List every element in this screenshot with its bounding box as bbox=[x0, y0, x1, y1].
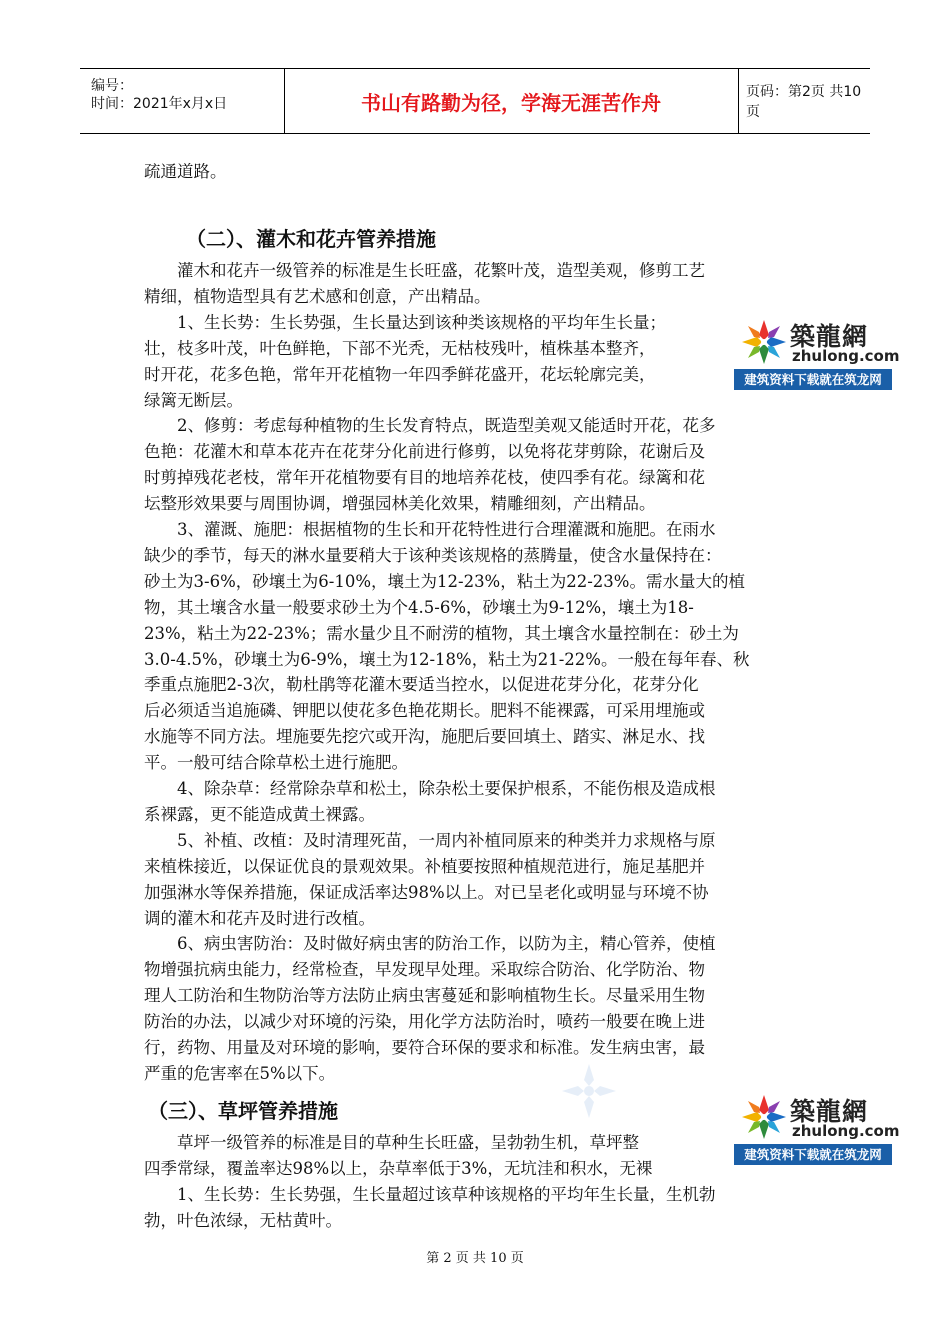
zhulong-logo-icon bbox=[740, 318, 788, 366]
text-line: 1、生长势：生长势强，生长量达到该种类该规格的平均年生长量； bbox=[144, 312, 666, 332]
text-line: 四季常绿，覆盖率达98%以上，杂草率低于3%，无坑洼和积水，无裸 bbox=[144, 1158, 653, 1178]
text-line: 草坪一级管养的标准是目的草种生长旺盛，呈勃勃生机，草坪整 bbox=[144, 1133, 639, 1152]
date-label: 时间：2021年x月x日 bbox=[91, 96, 228, 112]
text-line: 水施等不同方法。埋施要先挖穴或开沟，施肥后要回填土、踏实、淋足水、找 bbox=[144, 727, 705, 747]
header-meta bbox=[80, 69, 285, 133]
text-line: 23%，粘土为22-23%；需水量少且不耐涝的植物，其土壤含水量控制在：砂土为 bbox=[144, 623, 739, 643]
zhulong-title: 築龍網 bbox=[790, 322, 869, 351]
zhulong-watermark-bottom bbox=[734, 1089, 900, 1165]
text-line: 来植株接近，以保证优良的景观效果。补植要按照种植规范进行，施足基肥并 bbox=[144, 856, 705, 876]
text-line: 加强淋水等保养措施，保证成活率达98%以上。对已呈老化或明显与环境不协 bbox=[144, 882, 709, 902]
zhulong-tagline: 建筑资料下载就在筑龙网 bbox=[734, 369, 892, 390]
text-line: 壮，枝多叶茂，叶色鲜艳，下部不光秃，无枯枝残叶，植株基本整齐， bbox=[144, 338, 656, 358]
text-line: 行，药物、用量及对环境的影响，要符合环保的要求和标准。发生病虫害，最 bbox=[144, 1038, 705, 1057]
text-line: 色艳：花灌木和草本花卉在花芽分化前进行修剪，以免将花芽剪除，花谢后及 bbox=[144, 442, 705, 462]
text-line: 坛整形效果要与周围协调，增强园林美化效果，精雕细刻，产出精品。 bbox=[144, 494, 656, 514]
text-line: 5、补植、改植：及时清理死苗，一周内补植同原来的种类并力求规格与原 bbox=[144, 830, 716, 850]
page-footer: 第 2 页 共 10 页 bbox=[426, 1251, 524, 1266]
zhulong-tagline: 建筑资料下载就在筑龙网 bbox=[734, 1144, 892, 1165]
zhulong-logo-icon bbox=[740, 1093, 788, 1141]
zhulong-url: zhulong.com bbox=[792, 1122, 900, 1140]
text-line: 后必须适当追施磷、钾肥以使花多色艳花期长。肥料不能裸露，可采用埋施或 bbox=[144, 701, 705, 721]
text-line: 精细，植物造型具有艺术感和创意，产出精品。 bbox=[144, 286, 491, 306]
text-line: 物，其土壤含水量一般要求砂土为个4.5-6%，砂壤土为9-12%，壤土为18- bbox=[144, 597, 694, 617]
text-line: 缺少的季节，每天的淋水量要稍大于该种类该规格的蒸腾量，使含水量保持在： bbox=[144, 545, 722, 565]
zhulong-url: zhulong.com bbox=[792, 347, 900, 365]
text-line: 理人工防治和生物防治等方法防止病虫害蔓延和影响植物生长。尽量采用生物 bbox=[144, 986, 705, 1006]
text-line: 绿篱无断层。 bbox=[144, 390, 243, 410]
section3-heading: （三）、草坪管养措施 bbox=[148, 1099, 338, 1123]
header-motto: 书山有路勤为径，学海无涯苦作舟 bbox=[284, 69, 739, 133]
section2-heading: （二）、灌木和花卉管养措施 bbox=[186, 227, 436, 251]
text-line: 3.0-4.5%，砂壤土为6-9%，壤土为12-18%，粘土为21-22%。一般在每年春、秋 bbox=[144, 649, 750, 669]
text-line: 防治的办法，以减少对环境的污染，用化学方法防治时，喷药一般要在晚上进 bbox=[144, 1012, 705, 1032]
text-line: 调的灌木和花卉及时进行改植。 bbox=[144, 908, 375, 928]
text-line: 4、除杂草：经常除杂草和松土，除杂松土要保护根系，不能伤根及造成根 bbox=[144, 779, 716, 798]
zhulong-title: 築龍網 bbox=[790, 1097, 869, 1126]
text-line: 时开花，花多色艳，常年开花植物一年四季鲜花盛开，花坛轮廓完美， bbox=[144, 364, 656, 384]
text-line: 时剪掉残花老枝，常年开花植物要有目的地培养花枝，使四季有花。绿篱和花 bbox=[144, 468, 705, 488]
text-line: 季重点施肥2-3次，勒杜鹃等花灌木要适当控水，以促进花芽分化，花芽分化 bbox=[144, 675, 699, 695]
faint-watermark-icon bbox=[558, 1060, 620, 1122]
text-line: 6、病虫害防治：及时做好病虫害的防治工作，以防为主，精心管养，使植 bbox=[144, 934, 716, 954]
text-line: 3、灌溉、施肥：根据植物的生长和开花特性进行合理灌溉和施肥。在雨水 bbox=[144, 520, 716, 539]
text-line: 物增强抗病虫能力，经常检查，早发现早处理。采取综合防治、化学防治、物 bbox=[144, 960, 705, 980]
intro-line: 疏通道路。 bbox=[144, 162, 227, 181]
text-line: 2、修剪：考虑每种植物的生长发育特点，既造型美观又能适时开花，花多 bbox=[144, 416, 716, 436]
text-line: 勃，叶色浓绿，无枯黄叶。 bbox=[144, 1210, 342, 1230]
text-line: 砂土为3-6%，砂壤土为6-10%，壤土为12-23%，粘土为22-23%。需水量大的植 bbox=[144, 571, 745, 591]
text-line: 严重的危害率在5%以下。 bbox=[144, 1063, 336, 1083]
header-page-label: 页码：第2页 共10页 bbox=[746, 84, 862, 120]
text-line: 1、生长势：生长势强，生长量超过该草种该规格的平均年生长量，生机勃 bbox=[144, 1184, 716, 1204]
page-header bbox=[80, 68, 870, 134]
text-line: 系裸露，更不能造成黄土裸露。 bbox=[144, 804, 375, 824]
zhulong-watermark-top bbox=[734, 314, 900, 390]
number-label: 编号： bbox=[91, 78, 133, 94]
text-line: 灌木和花卉一级管养的标准是生长旺盛，花繁叶茂，造型美观，修剪工艺 bbox=[144, 261, 705, 280]
text-line: 平。一般可结合除草松土进行施肥。 bbox=[144, 753, 408, 773]
